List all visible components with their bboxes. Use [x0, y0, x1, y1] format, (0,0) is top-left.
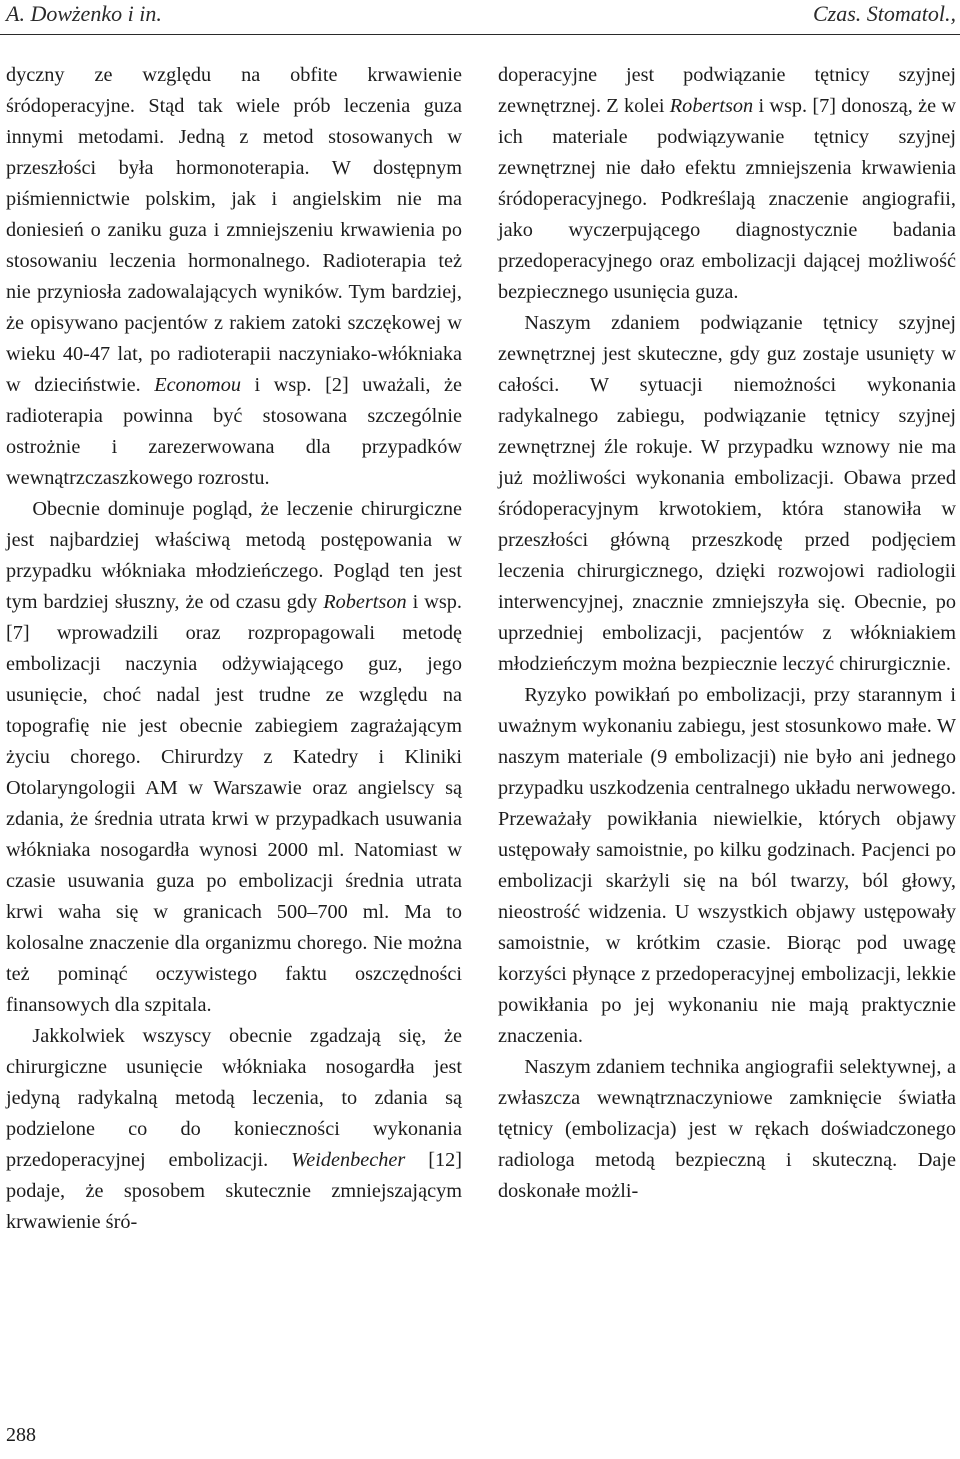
- left-text-column: [6, 60, 462, 1238]
- running-head-authors: A. Dowżenko i in.: [6, 1, 162, 26]
- cited-author: Weidenbecher: [291, 1149, 406, 1171]
- text-run: Naszym zdaniem podwiązanie tętnicy szyjnej zewnętrznej jest skuteczne, gdy guz zostaje usunięty w całości. W sytuacji niemożności wykonania radykalnego zabiegu, podwiązanie tętnicy szyjnej zewnętrznej źle rokuje. W przypadku wznowy nie ma już możliwości wykonania embolizacji. Obawa przed śródoperacyjnym krwotokiem, która stanowiła w przeszłości główną przeszkodę przed podjęciem leczenia chirurgicznego, dzięki rozwojowi radiologii interwencyjnej, znacznie zmniejszyła się. Obecnie, po uprzedniej embolizacji, pacjentów z włókniakiem młodzieńczym można bezpiecznie leczyć chirurgicznie.: [498, 312, 956, 675]
- paragraph: [6, 60, 462, 494]
- paragraph: [6, 494, 462, 1021]
- paragraph: [498, 680, 956, 1052]
- header-rule: [0, 34, 960, 35]
- paragraph: [498, 1052, 956, 1207]
- text-run: dyczny ze względu na obfite krwawienie śródoperacyjne. Stąd tak wiele prób leczenia guza innymi metodami. Jedną z metod stosowanych w przeszłości była hormonoterapia. W dostępnym piśmiennictwie polskim, jak i angielskim nie ma doniesień o zaniku guza i zmniejszeniu krwawienia po stosowaniu leczenia hormonalnego. Radioterapia też nie przyniosła zadowalających wyników. Tym bardziej, że opisywano pacjentów z rakiem zatoki szczękowej w wieku 40-47 lat, po radioterapii naczyniako-włókniaka w dzieciństwie.: [6, 64, 462, 396]
- running-head: [0, 0, 960, 30]
- text-run: Jakkolwiek wszyscy obecnie zgadzają się, że chirurgiczne usunięcie włókniaka nosogardła jest jedyną radykalną metodą leczenia, to zdania są podzielone co do konieczności wykonania przedoperacyjnej embolizacji.: [6, 1025, 462, 1171]
- page-number: 288: [6, 1424, 36, 1446]
- text-run: i wsp. [7] donoszą, że w ich materiale podwiązywanie tętnicy szyjnej zewnętrznej nie dało efektu zmniejszenia krwawienia śródoperacyjnego. Podkreślają znaczenie angiografii, jako wyczerpującego diagnostycznie badania przedoperacyjnego oraz embolizacji dającej możliwość bezpiecznego usunięcia guza.: [498, 95, 957, 303]
- right-text-column: [498, 60, 956, 1207]
- paragraph: [498, 60, 956, 308]
- cited-author: Economou: [154, 374, 241, 396]
- text-run: i wsp. [7] wprowadzili oraz rozpropagowali metodę embolizacji naczynia odżywiającego guz, jego usunięcie, choć nadal jest trudne ze względu na topografię nie jest obecnie zabiegiem zagrażającym życiu chorego. Chirurdzy z Katedry i Kliniki Otolaryngologii AM w Warszawie oraz angielscy są zdania, że średnia utrata krwi w przypadkach usuwania włókniaka nosogardła wynosi 2000 ml. Natomiast w czasie usuwania guza po embolizacji średnia utrata krwi waha się w granicach 500–700 ml. Ma to kolosalne znaczenie dla organizmu chorego. Nie można też pominąć oczywistego faktu oszczędności finansowych dla szpitala.: [6, 591, 462, 1016]
- text-run: doperacyjne jest podwiązanie tętnicy szyjnej zewnętrznej. Z kolei: [498, 64, 956, 117]
- cited-author: Robertson: [669, 95, 754, 117]
- cited-author: Robertson: [323, 591, 407, 613]
- text-run: Naszym zdaniem technika angiografii selektywnej, a zwłaszcza wewnątrznaczyniowe zamknięcie światła tętnicy (embolizacja) jest w rękach doświadczonego radiologa metodą bezpieczną i skuteczną. Daje doskonałe możli-: [498, 1056, 956, 1202]
- text-run: Obecnie dominuje pogląd, że leczenie chirurgiczne jest najbardziej właściwą metodą postępowania w przypadku włókniaka młodzieńczego. Pogląd ten jest tym bardziej słuszny, że od czasu gdy: [6, 498, 462, 613]
- text-run: Ryzyko powikłań po embolizacji, przy starannym i uważnym wykonaniu zabiegu, jest stosunkowo małe. W naszym materiale (9 embolizacji) nie było ani jednego przypadku uszkodzenia centralnego układu nerwowego. Przeważały powikłania niewielkie, których objawy ustępowały samoistnie, po kilku godzinach. Pacjenci po embolizacji skarżyli się na ból twarzy, ból głowy, nieostrość widzenia. U wszystkich objawy ustępowały samoistnie, w krótkim czasie. Biorąc pod uwagę korzyści płynące z przedoperacyjnej embolizacji, lekkie powikłania po jej wykonaniu nie mają praktycznie znaczenia.: [498, 684, 956, 1047]
- text-run: i wsp. [2] uważali, że radioterapia powinna być stosowana szczególnie ostrożnie i zarezerwowana dla przypadków wewnątrzczaszkowego rozrostu.: [6, 374, 462, 489]
- paragraph: [6, 1021, 462, 1238]
- running-head-journal: Czas. Stomatol.,: [812, 1, 956, 26]
- paragraph: [498, 308, 956, 680]
- text-run: [12] podaje, że sposobem skutecznie zmniejszającym krwawienie śró-: [6, 1149, 463, 1233]
